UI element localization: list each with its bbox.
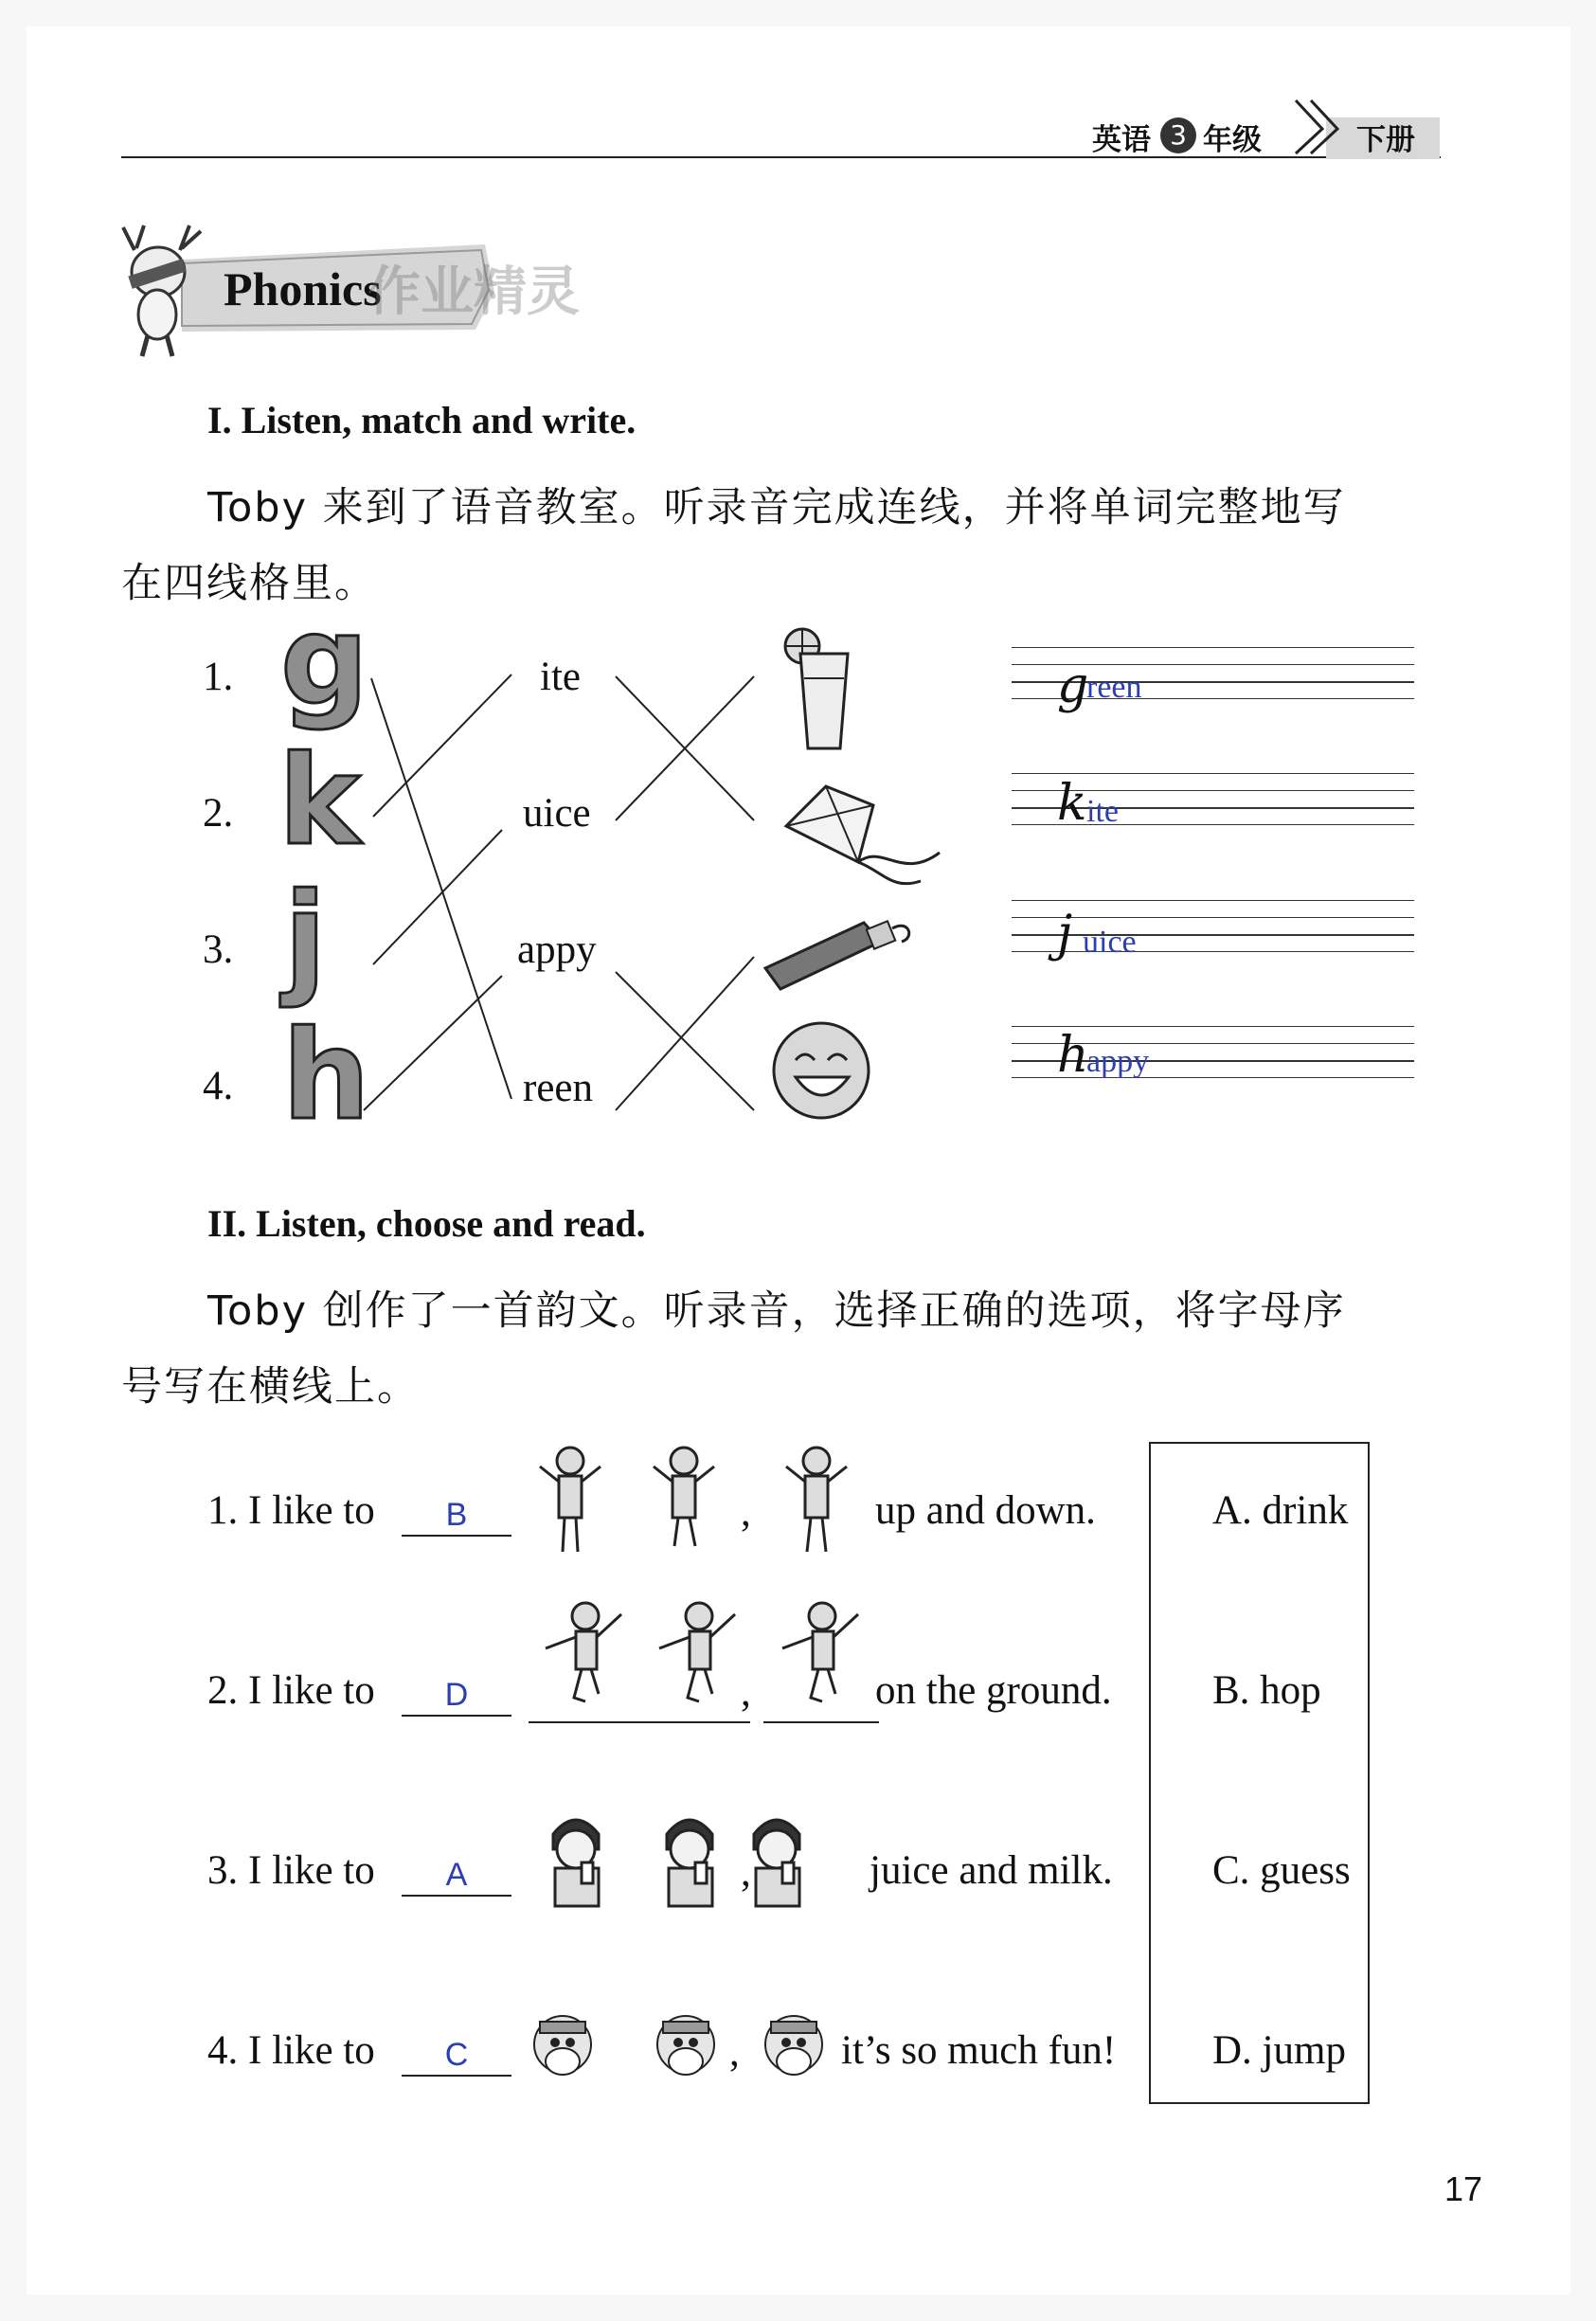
letter-j: j [284,866,327,1010]
sentence-3-blank[interactable]: A [402,1851,511,1897]
answer-3-initial: j [1057,906,1073,963]
part1-heading: I. Listen, match and write. [207,399,637,441]
tube-icon [758,909,919,995]
juice-glass-icon [781,625,857,758]
hopping-girl-icons [527,1595,879,1728]
phonics-title: Phonics [224,262,382,315]
sentence-4-comma: , [729,2030,740,2075]
sentence-2-prefix: 2. I like to [207,1668,375,1713]
sentence-2-suffix: on the ground. [875,1668,1112,1713]
sentence-3-suffix: juice and milk. [870,1848,1113,1893]
syllable-ite: ite [540,655,581,699]
options-box [1149,1442,1370,2104]
header-subject: 英语 [1092,123,1151,157]
kite-icon [779,777,949,891]
answer-4-rest: appy [1086,1044,1150,1079]
sentence-4-suffix: it’s so much fun! [841,2028,1117,2073]
syllable-reen: reen [523,1066,593,1110]
page-number: 17 [1444,2169,1483,2208]
answer-4-initial: h [1057,1027,1089,1084]
letter-h: h [282,1003,370,1147]
matching-lines [360,663,758,1118]
double-chevron-icon [1290,97,1347,155]
option-c: C. guess [1212,1848,1351,1893]
sentence-4-prefix: 4. I like to [207,2028,375,2073]
sentence-3-prefix: 3. I like to [207,1848,375,1893]
option-b: B. hop [1212,1668,1321,1713]
header-volume: 下册 [1356,123,1415,157]
sentence-2-blank[interactable]: D [402,1671,511,1717]
part2-heading: II. Listen, choose and read. [207,1202,646,1245]
syllable-uice: uice [523,791,591,836]
item-number-1: 1. [203,655,234,699]
answer-2-initial: k [1057,775,1087,832]
header-grade-badge: 3 [1160,117,1196,153]
watermark-text: 作业精灵 [368,261,580,323]
part1-instruction-line1: Toby 来到了语音教室。听录音完成连线，并将单词完整地写 [207,484,1346,531]
answer-3-rest: uice [1083,925,1137,960]
sentence-4-blank[interactable]: C [402,2031,511,2077]
sentence-1-blank[interactable]: B [402,1491,511,1537]
answer-1-initial: g [1057,657,1089,714]
letter-g: g [280,588,369,732]
letter-k: k [278,729,361,873]
header-grade-suffix: 年级 [1203,123,1262,157]
moose-mascot-icon [116,220,206,360]
smiley-face-icon [769,1018,873,1123]
sentence-1-comma: , [741,1490,751,1535]
boy-drinking-icons [544,1806,828,1910]
sentence-2-comma: , [741,1670,751,1715]
syllable-appy: appy [517,927,597,972]
answer-2-rest: ite [1086,794,1119,829]
part1-instruction-line2: 在四线格里。 [121,560,377,607]
item-number-3: 3. [203,927,234,972]
sentence-3-comma: , [741,1850,751,1895]
sentence-1-prefix: 1. I like to [207,1488,375,1533]
option-a: A. drink [1212,1488,1349,1533]
option-d: D. jump [1212,2028,1346,2073]
part2-instruction-line2: 号写在横线上。 [121,1363,420,1411]
answer-1-rest: reen [1086,670,1142,705]
part2-instruction-line1: Toby 创作了一首韵文。听录音，选择正确的选项，将字母序 [207,1287,1346,1335]
item-number-4: 4. [203,1064,234,1108]
item-number-2: 2. [203,791,234,836]
sentence-1-suffix: up and down. [875,1488,1096,1533]
tiger-head-icons [527,2003,839,2088]
jumping-girl-icons [530,1440,852,1563]
